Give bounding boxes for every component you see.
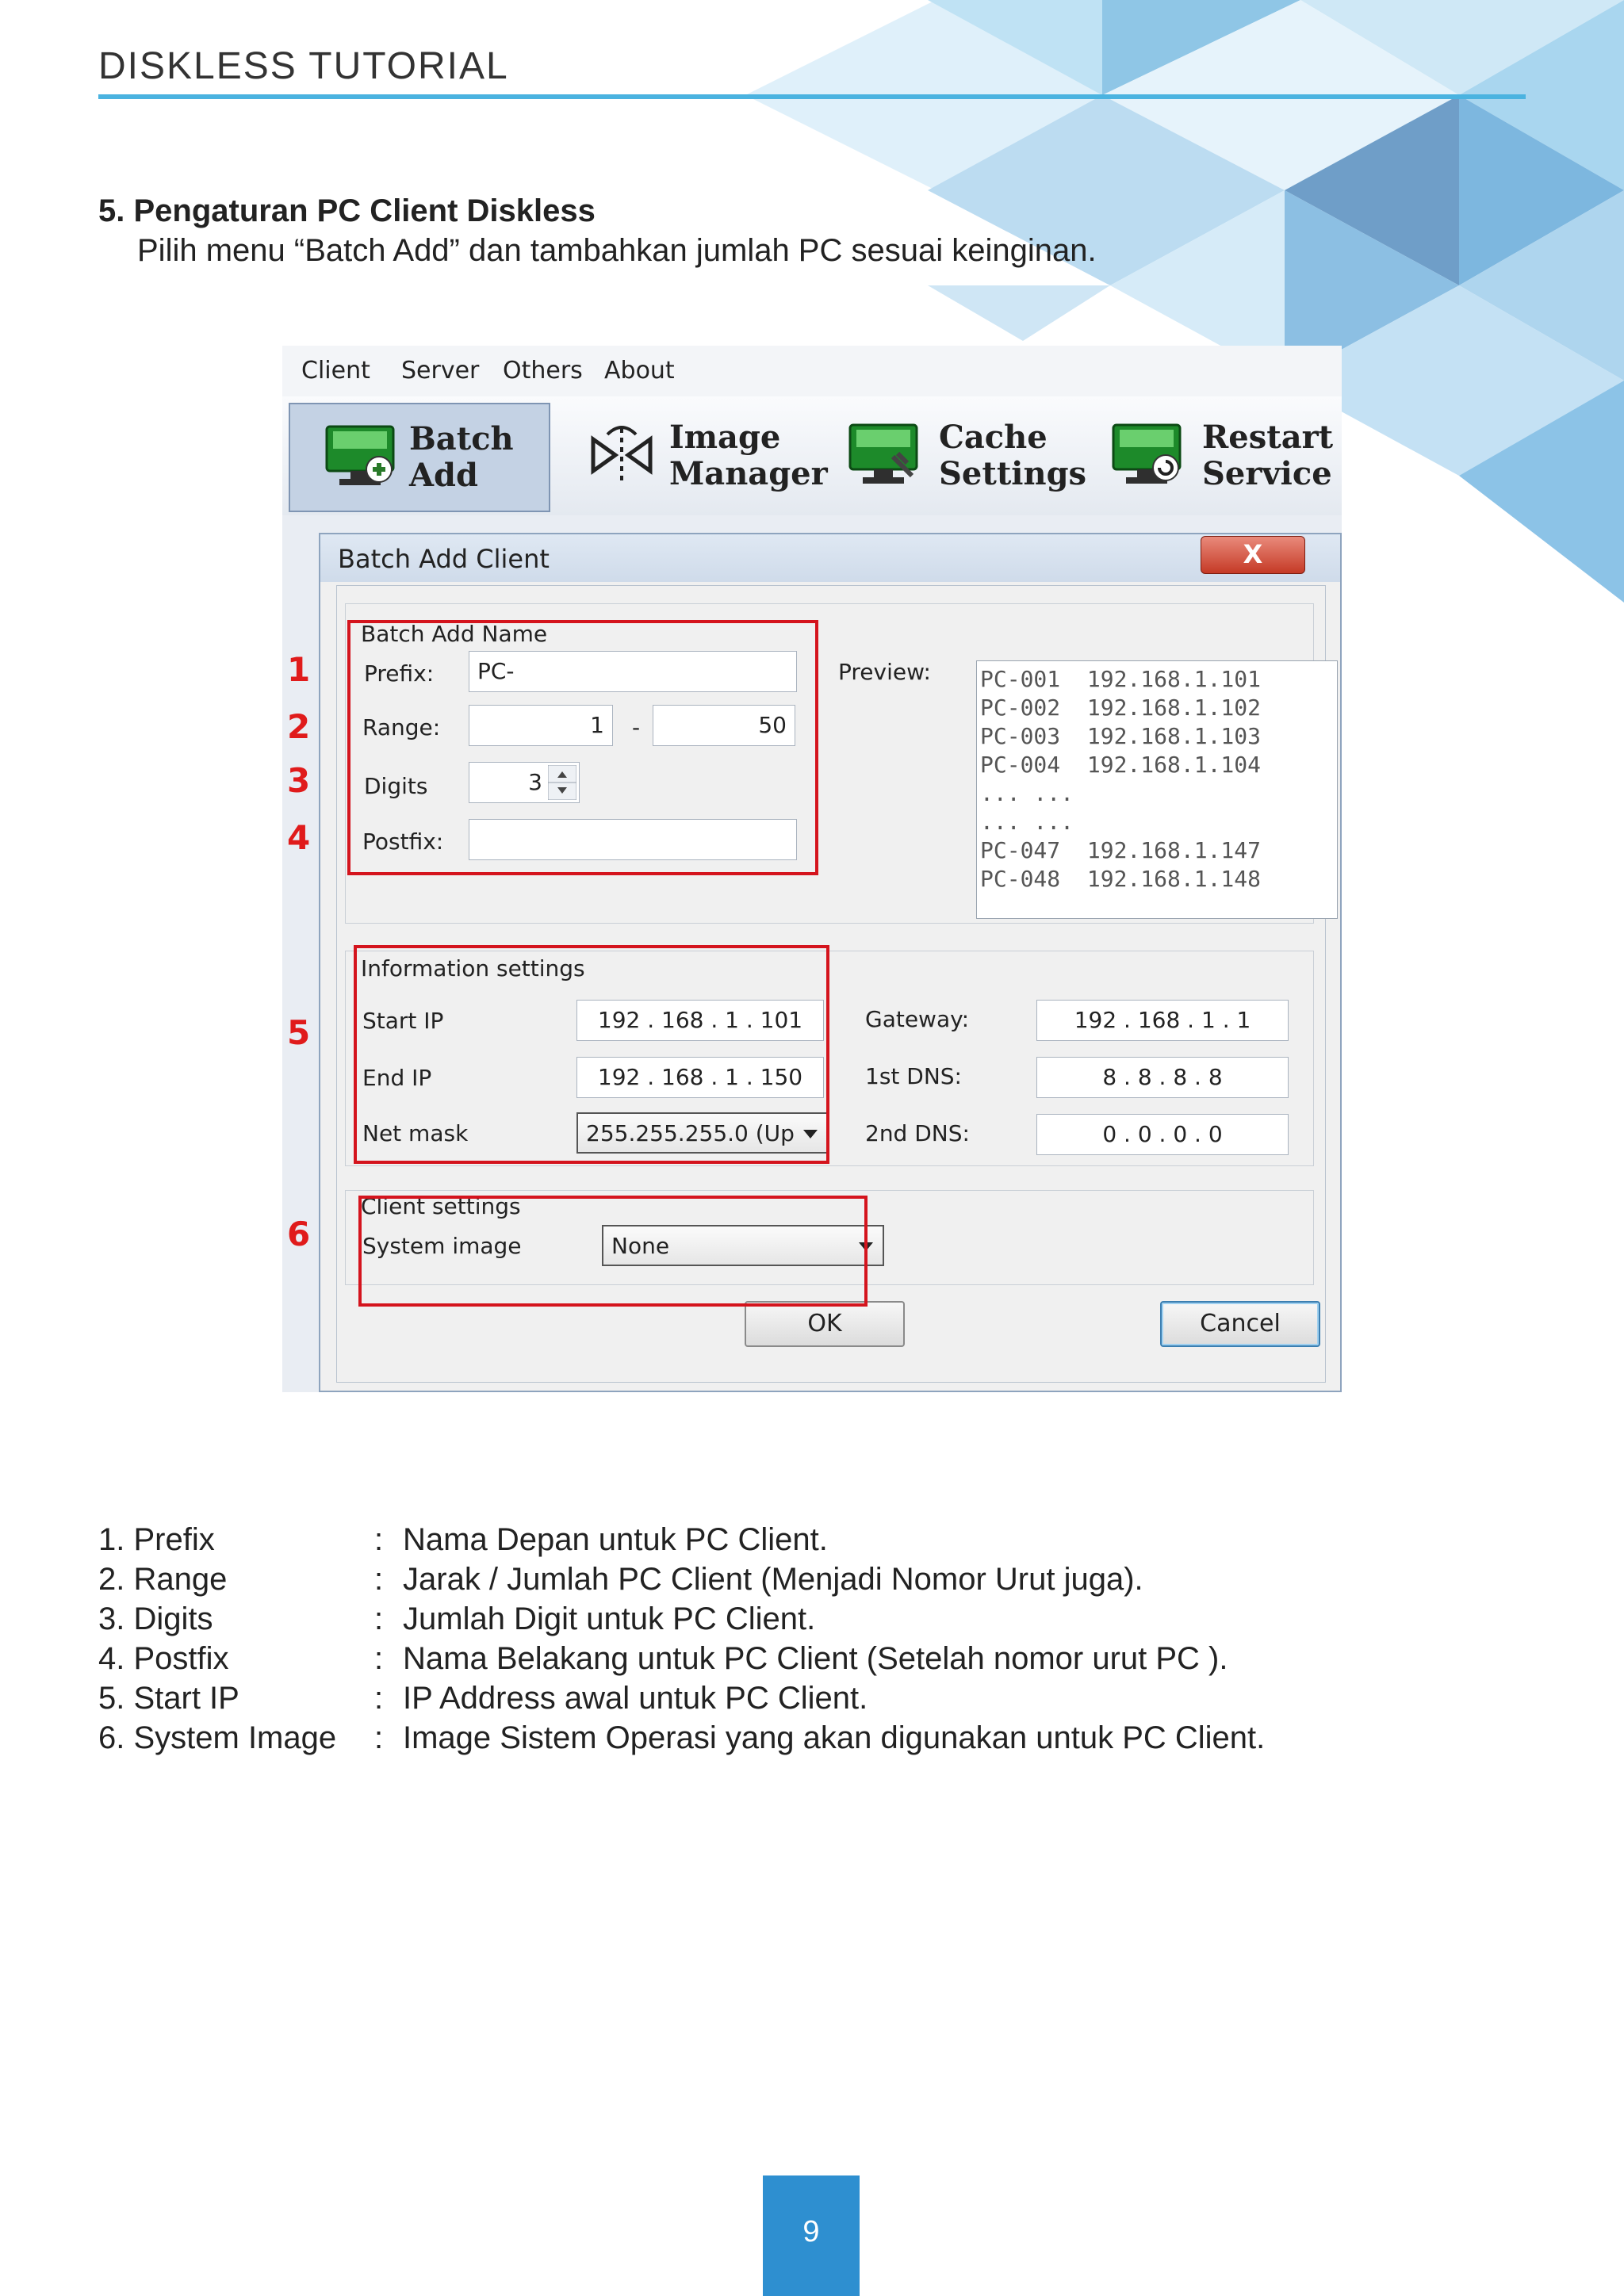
legend-key: 2. Range — [98, 1562, 228, 1597]
section-body: Pilih menu “Batch Add” dan tambahkan jumlah PC sesuai keinginan. — [137, 233, 1097, 268]
marker-2: 2 — [287, 707, 311, 746]
marker-5: 5 — [287, 1013, 311, 1052]
legend-colon: : — [374, 1720, 384, 1755]
range-from-input[interactable]: 1 — [469, 705, 613, 746]
marker-3: 3 — [287, 761, 311, 800]
section-title: 5. Pengaturan PC Client Diskless — [98, 193, 596, 228]
range-to-input[interactable]: 50 — [653, 705, 795, 746]
header-title: DISKLESS TUTORIAL — [98, 45, 509, 87]
legend-colon: : — [374, 1562, 384, 1597]
prefix-label: Prefix: — [364, 660, 435, 687]
system-image-label: System image — [362, 1233, 522, 1259]
prefix-input[interactable]: PC- — [469, 651, 797, 692]
legend-value: Jarak / Jumlah PC Client (Menjadi Nomor Urut juga). — [403, 1562, 1143, 1597]
batch-name-group-label: Batch Add Name — [358, 621, 550, 647]
legend-value: Jumlah Digit untuk PC Client. — [403, 1601, 816, 1636]
digits-label: Digits — [364, 773, 428, 799]
page-number: 9 — [802, 2215, 820, 2248]
cache-settings-button[interactable] — [837, 403, 1087, 509]
image-manager-icon — [587, 420, 657, 490]
legend-value: Nama Belakang untuk PC Client (Setelah nomor urut PC ). — [403, 1641, 1228, 1676]
postfix-label: Postfix: — [362, 828, 444, 855]
gateway-label: Gateway: — [865, 1006, 970, 1032]
menu-server[interactable]: Server — [401, 357, 480, 385]
batch-add-label-1: Batch — [409, 420, 514, 457]
client-group-label: Client settings — [358, 1193, 524, 1219]
menu-others[interactable]: Others — [503, 357, 583, 385]
system-image-value: None — [611, 1233, 670, 1259]
cancel-button[interactable]: Cancel — [1160, 1301, 1320, 1347]
preview-line: ... ... — [980, 780, 1074, 806]
legend-colon: : — [374, 1522, 384, 1557]
preview-line: PC-002 192.168.1.102 — [980, 695, 1262, 721]
dns2-label: 2nd DNS: — [865, 1120, 970, 1146]
image-manager-label-2: Manager — [669, 455, 828, 492]
restart-service-label-1: Restart — [1202, 419, 1334, 456]
monitor-restart-icon — [1110, 422, 1183, 488]
dns1-label: 1st DNS: — [865, 1063, 962, 1089]
batch-add-label-2: Add — [409, 457, 478, 494]
marker-4: 4 — [287, 818, 311, 857]
legend-value: Nama Depan untuk PC Client. — [403, 1522, 828, 1557]
dialog-titlebar[interactable] — [320, 534, 1340, 582]
start-ip-input[interactable]: 192 . 168 . 1 . 101 — [576, 1000, 824, 1041]
preview-line: PC-003 192.168.1.103 — [980, 723, 1262, 749]
legend-value: IP Address awal untuk PC Client. — [403, 1681, 868, 1716]
legend-colon: : — [374, 1641, 384, 1676]
range-separator: - — [632, 714, 641, 740]
net-mask-label: Net mask — [362, 1120, 469, 1146]
marker-1: 1 — [287, 650, 311, 689]
legend-key: 4. Postfix — [98, 1641, 229, 1676]
batch-add-button[interactable] — [289, 403, 550, 512]
legend-key: 6. System Image — [98, 1720, 337, 1755]
digits-stepper[interactable]: 3 — [469, 762, 580, 803]
highlight-information — [354, 945, 829, 1164]
preview-line: PC-048 192.168.1.148 — [980, 866, 1262, 892]
gateway-input[interactable]: 192 . 168 . 1 . 1 — [1036, 1000, 1289, 1041]
information-group-label: Information settings — [358, 955, 588, 982]
end-ip-input[interactable]: 192 . 168 . 1 . 150 — [576, 1057, 824, 1098]
monitor-settings-icon — [847, 422, 920, 488]
monitor-add-icon — [324, 423, 396, 490]
page-number-box — [763, 2175, 860, 2296]
close-button[interactable]: X — [1201, 536, 1305, 574]
preview-line: PC-047 192.168.1.147 — [980, 837, 1262, 863]
menu-about[interactable]: About — [604, 357, 675, 385]
menu-client[interactable]: Client — [301, 357, 370, 385]
preview-line: PC-004 192.168.1.104 — [980, 752, 1262, 778]
restart-service-label-2: Service — [1202, 455, 1332, 492]
end-ip-label: End IP — [362, 1065, 432, 1091]
legend-value: Image Sistem Operasi yang akan digunakan untuk PC Client. — [403, 1720, 1266, 1755]
image-manager-button[interactable] — [576, 403, 828, 509]
dialog-title: Batch Add Client — [338, 544, 550, 574]
preview-line: PC-001 192.168.1.101 — [980, 666, 1262, 692]
preview-list — [976, 660, 1338, 919]
highlight-client-settings — [358, 1196, 868, 1307]
highlight-batch-name — [347, 620, 818, 875]
app-screenshot — [282, 346, 1342, 1392]
range-label: Range: — [362, 714, 441, 740]
legend-colon: : — [374, 1681, 384, 1716]
toolbar — [282, 396, 1342, 515]
restart-service-button[interactable] — [1099, 403, 1342, 509]
dns2-input[interactable]: 0 . 0 . 0 . 0 — [1036, 1114, 1289, 1155]
legend-colon: : — [374, 1601, 384, 1636]
image-manager-label-1: Image — [669, 419, 781, 456]
cache-settings-label-1: Cache — [939, 419, 1048, 456]
legend-key: 5. Start IP — [98, 1681, 239, 1716]
header-rule — [98, 94, 1526, 99]
legend-key: 3. Digits — [98, 1601, 213, 1636]
legend-key: 1. Prefix — [98, 1522, 215, 1557]
preview-line: ... ... — [980, 809, 1074, 835]
ok-button[interactable]: OK — [745, 1301, 905, 1347]
marker-6: 6 — [287, 1215, 311, 1253]
start-ip-label: Start IP — [362, 1008, 444, 1034]
menu-bar — [282, 346, 1342, 396]
preview-label: Preview: — [838, 659, 931, 685]
cache-settings-label-2: Settings — [939, 455, 1087, 492]
dns1-input[interactable]: 8 . 8 . 8 . 8 — [1036, 1057, 1289, 1098]
net-mask-value: 255.255.255.0 (Up — [586, 1120, 795, 1146]
